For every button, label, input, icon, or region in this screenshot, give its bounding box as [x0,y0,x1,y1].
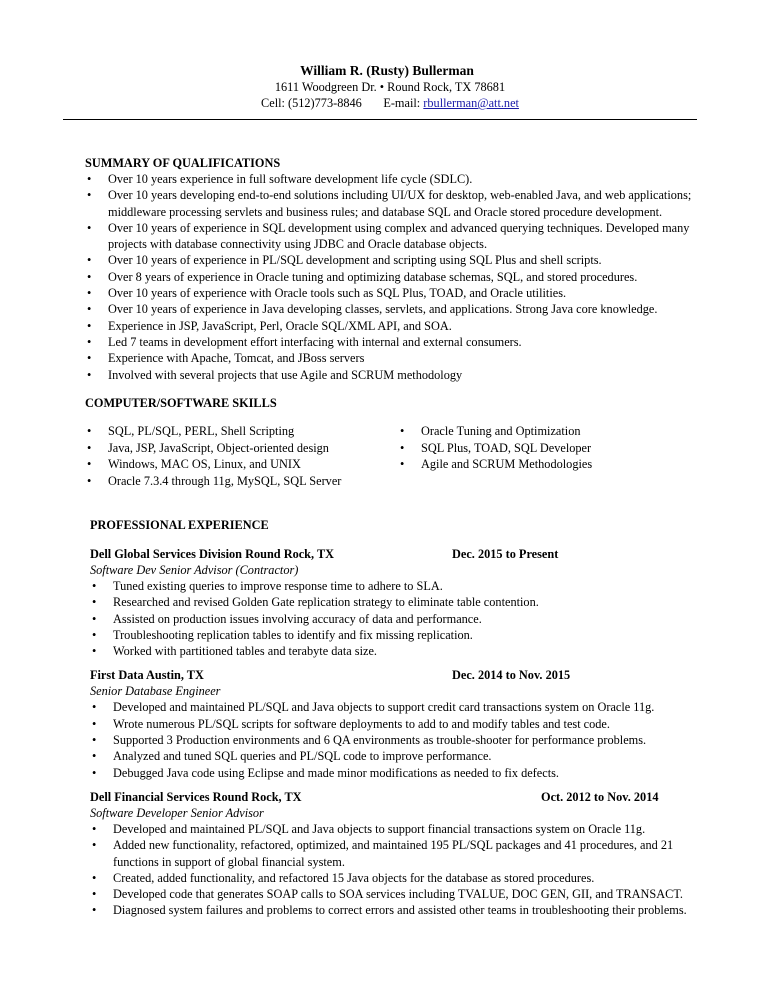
skills-right-column [398,423,698,473]
list-item: • Diagnosed system failures and problems to correct errors and assisted other teams in troubleshooting their problems. [90,902,710,918]
list-item: • Over 10 years of experience in PL/SQL development and scripting using SQL Plus and shell scripts. [85,252,710,268]
job-entry [90,667,710,780]
list-item: • SQL, PL/SQL, PERL, Shell Scripting [85,423,385,440]
list-item: • Java, JSP, JavaScript, Object-oriented design [85,440,385,457]
list-item: • Researched and revised Golden Gate replication strategy to eliminate table contention. [90,594,710,610]
job-dates: Dec. 2015 to Present [452,547,559,561]
email-label: E-mail: [383,96,421,110]
job-entry [90,789,710,919]
job-role: Senior Database Engineer [90,684,221,699]
list-item: • Over 10 years of experience in Java developing classes, servlets, and applications. Strong Java core knowledge. [85,301,710,317]
list-item: • Oracle Tuning and Optimization [398,423,698,440]
job-entry [90,546,710,659]
list-item: • Over 10 years of experience in SQL development using complex and advanced querying techniques. Developed many projects with database connectivity using JDBC and Oracle database objects. [85,220,710,253]
job-dates: Oct. 2012 to Nov. 2014 [541,789,659,804]
list-item: • Supported 3 Production environments and 6 QA environments as trouble-shooter for performance problems. [90,732,710,748]
experience-section [90,546,710,927]
job-company: Dell Global Services Division Round Rock, TX [90,547,335,561]
list-item: • Worked with partitioned tables and terabyte data size. [90,643,710,659]
candidate-name: William R. (Rusty) Bullerman [300,63,474,78]
list-item: • Over 8 years of experience in Oracle tuning and optimizing database schemas, SQL, and stored procedures. [85,269,710,285]
summary-title: SUMMARY OF QUALIFICATIONS [85,156,281,170]
skills-left-column [85,423,385,489]
list-item: • Debugged Java code using Eclipse and made minor modifications as needed to fix defects. [90,765,710,781]
contact-line [0,95,768,111]
experience-title-wrap [90,517,710,533]
list-item: • Developed and maintained PL/SQL and Java objects to support financial transactions system on Oracle 11g. [90,821,710,837]
skills-title: COMPUTER/SOFTWARE SKILLS [85,396,277,410]
resume-header [0,62,768,111]
list-item: • Agile and SCRUM Methodologies [398,456,698,473]
list-item: • Added new functionality, refactored, optimized, and maintained 195 PL/SQL packages and 41 procedures, and 21 functions in support of global financial system. [90,837,710,870]
list-item: • Over 10 years of experience with Oracle tools such as SQL Plus, TOAD, and Oracle utilities. [85,285,710,301]
list-item: • Developed code that generates SOAP calls to SOA services including TVALUE, DOC GEN, GII, and TRANSACT. [90,886,710,902]
list-item: • Wrote numerous PL/SQL scripts for software deployments to add to and modify tables and test code. [90,716,710,732]
header-divider [63,119,697,120]
experience-title: PROFESSIONAL EXPERIENCE [90,518,269,532]
list-item: • Windows, MAC OS, Linux, and UNIX [85,456,385,473]
list-item: • Led 7 teams in development effort interfacing with internal and external consumers. [85,334,710,350]
skills-section-title [85,395,710,411]
list-item: • Experience in JSP, JavaScript, Perl, Oracle SQL/XML API, and SOA. [85,318,710,334]
job-company: First Data Austin, TX [90,668,204,683]
list-item: • Oracle 7.3.4 through 11g, MySQL, SQL Server [85,473,385,490]
summary-section [85,155,710,383]
list-item: • Troubleshooting replication tables to identify and fix missing replication. [90,627,710,643]
list-item: • Experience with Apache, Tomcat, and JBoss servers [85,350,710,366]
list-item: • Assisted on production issues involving accuracy of data and performance. [90,611,710,627]
list-item: • Created, added functionality, and refactored 15 Java objects for the database as stored procedures. [90,870,710,886]
list-item: • Involved with several projects that use Agile and SCRUM methodology [85,367,710,383]
list-item: • Analyzed and tuned SQL queries and PL/SQL code to improve performance. [90,748,710,764]
job-company: Dell Financial Services Round Rock, TX [90,789,302,804]
list-item: • Tuned existing queries to improve response time to adhere to SLA. [90,578,710,594]
address: 1611 Woodgreen Dr. • Round Rock, TX 78681 [274,80,506,94]
job-role: Software Developer Senior Advisor [90,805,264,820]
list-item: • Developed and maintained PL/SQL and Java objects to support credit card transactions system on Oracle 11g. [90,699,710,715]
job-dates: Dec. 2014 to Nov. 2015 [452,668,571,683]
job-role: Software Dev Senior Advisor (Contractor) [90,563,299,577]
email-link[interactable]: rbullerman@att.net [423,96,519,110]
list-item: • Over 10 years developing end-to-end solutions including UI/UX for desktop, web-enabled Java, and web applications; middleware processing servlets and business rules; and database SQL and Oracle stored procedure development. [85,187,710,220]
list-item: • Over 10 years experience in full software development life cycle (SDLC). [85,171,710,187]
cell-phone: Cell: (512)773-8846 [261,96,362,110]
list-item: • SQL Plus, TOAD, SQL Developer [398,440,698,457]
summary-list [85,171,710,383]
